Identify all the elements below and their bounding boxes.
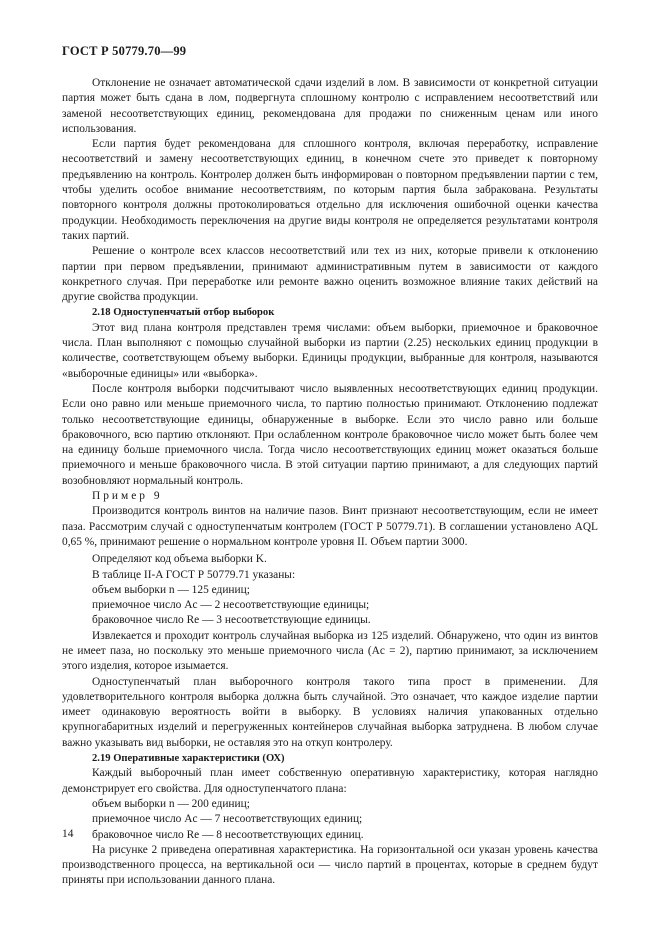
paragraph: объем выборки n — 200 единиц; [92,797,250,810]
paragraph: Этот вид плана контроля представлен тремя числами: объем выборки, приемочное и браковочное числа. План выполняют с помощью случайной выборки из партии (2.25) нескольких единиц продукции в количестве, соответствующем объему выборки. Единицы продукции, выбранные для контроля, называются «выборочные единицы» или «выборка». [62,321,598,380]
paragraph: Извлекается и проходит контроль случайная выборка из 125 изделий. Обнаружено, что один из винтов не имеет паза, но поскольку это меньше приемочного числа (Ac = 2), партию принимают, за исключением этого изделия, которое изымается. [62,629,598,673]
paragraph: Если партия будет рекомендована для сплошного контроля, включая переработку, исправление несоответствий и замену несоответствующих единиц, в конечном счете это приведет к повторному предъявлению на контроль. Контролер должен быть информирован о повторном предъявлении партии с тем, чтобы уделить особое внимание несоответствиям, по которым партия была забракована. Результаты повторного контроля должны протоколироваться отдельно для исключения ошибочной оценки качества продукции. Необходимость переключения на другие виды контроля не определяется результатами контроля таких партий. [62,138,598,242]
paragraph: Определяют код объема выборки K. [92,553,267,566]
section-heading: 2.19 Оперативные характеристики (ОХ) [92,753,285,765]
paragraph: Одноступенчатый план выборочного контроля такого типа прост в применении. Для удовлетворительного контроля выборка должна быть случайной. Это означает, что каждое изделие партии имеет одинаковую вероятность войти в выборку. В условиях наличия упакованных отдельно крупногабаритных изделий и перегруженных контейнеров случайная выборка затруднена. В любом случае важно указывать вид выборки, не оставляя это на откуп контролеру. [62,675,598,749]
section-heading: 2.18 Одноступенчатый отбор выборок [92,307,275,319]
paragraph: приемочное число Ac — 7 несоответствующих единиц; [92,813,363,826]
paragraph: Производится контроль винтов на наличие пазов. Винт признают несоответствующим, если не имеет паза. Рассмотрим случай с одноступенчатым контролем (ГОСТ Р 50779.71). В соглашении установлено AQL 0,65 %, принимают решение о нормальном контроле уровня II. Объем партии 3000. [62,505,598,548]
paragraph: В таблице II-A ГОСТ Р 50779.71 указаны: [92,568,296,581]
document-header: ГОСТ Р 50779.70—99 [62,44,187,58]
paragraph: Решение о контроле всех классов несоответствий или тех из них, которые привели к отклонению партии при первом предъявлении, принимают административным путем в зависимости от каждого конкретного случая. При переработке или ремонте важно оценить возможное влияние таких действий на другие свойства продукции. [62,245,598,304]
paragraph: браковочное число Re — 8 несоответствующих единиц. [92,828,364,841]
example-label: Пример 9 [92,490,163,503]
document-body [62,76,598,889]
paragraph: Отклонение не означает автоматической сдачи изделий в лом. В зависимости от конкретной ситуации партия может быть сдана в лом, подвергнута сплошному контролю с исправлением несоответствий или заменой несоответствующих единиц, рекомендована для продажи по сниженным ценам или иного использования. [62,77,598,135]
page-number: 14 [62,828,74,840]
paragraph: браковочное число Re — 3 несоответствующие единицы. [92,614,371,627]
paragraph: После контроля выборки подсчитывают число выявленных несоответствующих единиц продукции. Если оно равно или меньше приемочного числа, то партию полностью принимают. Отклонению подлежат только несоответствующие единицы, обнаруженные в выборке. Если это число равно или больше браковочного, всю партию отклоняют. При ослабленном контроле браковочное число может быть более чем на единицу больше приемочного числа. Тогда число несоответствующих единиц может оказаться больше приемочного и меньше браковочного числа. В этой ситуации партию принимают, а для следующих партий возобновляют нормальный контроль. [62,382,598,487]
paragraph: Каждый выборочный план имеет собственную оперативную характеристику, которая наглядно демонстрирует его свойства. Для одноступенчатого плана: [62,767,598,795]
paragraph: приемочное число Ac — 2 несоответствующие единицы; [92,599,370,612]
paragraph: объем выборки n — 125 единиц; [92,583,250,596]
paragraph: На рисунке 2 приведена оперативная характеристика. На горизонтальной оси указан уровень качества производственного процесса, на вертикальной оси — число партий в процентах, которые в среднем будут приняты при использовании данного плана. [62,843,598,887]
